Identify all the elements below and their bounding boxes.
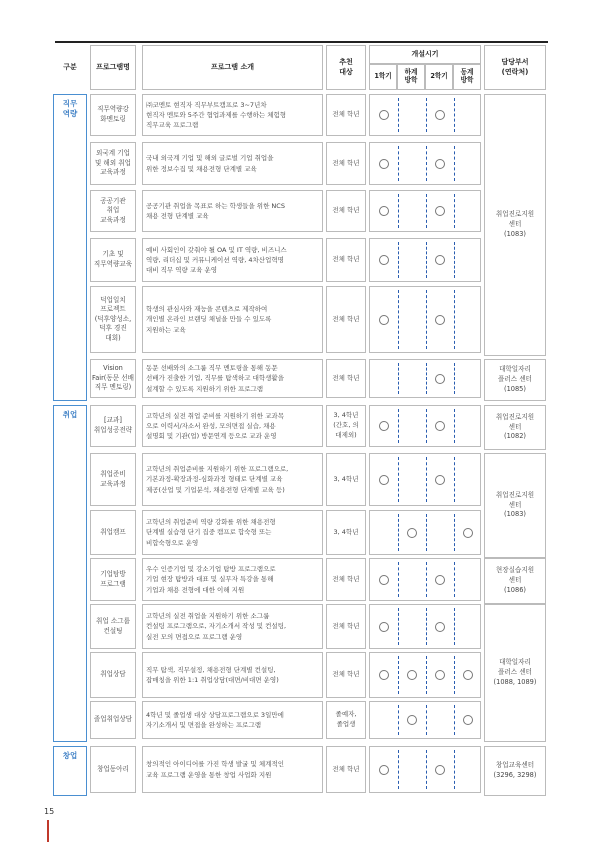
semester-divider xyxy=(398,409,399,443)
offered-circle-icon xyxy=(379,315,389,325)
offered-circle-icon xyxy=(379,255,389,265)
offered-circle-icon xyxy=(435,575,445,585)
dept-cell: 현장실습지원 센터 (1086) xyxy=(484,558,546,604)
offered-circle-icon xyxy=(463,528,473,538)
semester-divider xyxy=(454,409,455,443)
semester-divider xyxy=(426,608,427,645)
program-name-cell: 직무역량강 화멘토링 xyxy=(90,94,136,136)
program-description-cell: 창의적인 아이디어를 가진 학생 발굴 및 체계적인 교육 프로그램 운영을 통한 창업 사업화 지원 xyxy=(142,746,323,793)
semester-divider xyxy=(398,608,399,645)
header-program: 프로그램명 xyxy=(90,45,136,90)
header-intro: 프로그램 소개 xyxy=(142,45,323,90)
semester-divider xyxy=(454,290,455,349)
offered-circle-icon xyxy=(379,765,389,775)
header-winter: 동계 방학 xyxy=(453,64,481,90)
program-name-cell: [교과] 취업성공전략 xyxy=(90,405,136,447)
target-cell: 3, 4학년 (간호, 의 대제외) xyxy=(326,405,366,447)
program-description-cell: 고학년의 취업준비 역량 강화를 위한 채용전형 단계별 실습형 단기 집중 캠프로 합숙형 또는 비합숙형으로 운영 xyxy=(142,510,323,555)
semester-divider xyxy=(426,242,427,278)
semester-divider xyxy=(454,363,455,394)
header-target: 추천 대상 xyxy=(326,45,366,90)
target-cell: 전체 학년 xyxy=(326,190,366,232)
schedule-cell xyxy=(369,510,481,555)
semester-divider xyxy=(398,194,399,228)
category-employment: 취업 xyxy=(53,405,87,742)
offered-circle-icon xyxy=(407,715,417,725)
target-cell: 전체 학년 xyxy=(326,652,366,698)
semester-divider xyxy=(454,242,455,278)
program-name-cell: Vision Fair(동문 선배 직무 멘토링) xyxy=(90,359,136,398)
header-sem2: 2학기 xyxy=(425,64,453,90)
schedule-cell xyxy=(369,190,481,232)
semester-divider xyxy=(398,290,399,349)
schedule-cell xyxy=(369,94,481,136)
offered-circle-icon xyxy=(435,110,445,120)
offered-circle-icon xyxy=(463,670,473,680)
dept-cell: 취업진로지원 센터 (1082) xyxy=(484,405,546,450)
header-schedule: 개설시기 xyxy=(369,45,481,64)
dept-cell: 대학일자리 플러스 센터 (1088, 1089) xyxy=(484,604,546,742)
offered-circle-icon xyxy=(379,475,389,485)
program-description-cell: 고학년의 실전 취업을 지원하기 위한 소그룹 컨설팅 프로그램으로, 자기소개서 작성 및 컨설팅, 실전 모의 면접으로 프로그램 운영 xyxy=(142,604,323,649)
program-name-cell: 졸업취업상담 xyxy=(90,701,136,739)
semester-divider xyxy=(454,146,455,181)
program-description-cell: 4학년 및 졸업생 대상 상담프로그램으로 3일만에 자기소개서 및 면접을 완성하는 프로그램 xyxy=(142,701,323,739)
header-category: 구분 xyxy=(53,45,87,90)
table-top-rule xyxy=(55,41,548,43)
program-description-cell: 예비 사회인이 갖춰야 될 OA 및 IT 역량, 비즈니스 역량, 리더십 및 커뮤니케이션 역량, 4차산업혁명 대비 직무 역량 교육 운영 xyxy=(142,238,323,282)
semester-divider xyxy=(454,750,455,789)
program-description-cell: 우수 인증기업 및 강소기업 탐방 프로그램으로 기업 현장 탐방과 대표 및 실무자 특강을 통해 기업과 채용 전형에 대한 이해 지원 xyxy=(142,558,323,601)
semester-divider xyxy=(426,562,427,597)
schedule-cell xyxy=(369,286,481,353)
offered-circle-icon xyxy=(379,206,389,216)
offered-circle-icon xyxy=(379,622,389,632)
target-cell: 졸예자, 졸업생 xyxy=(326,701,366,739)
schedule-cell xyxy=(369,604,481,649)
semester-divider xyxy=(426,290,427,349)
target-cell: 전체 학년 xyxy=(326,359,366,398)
program-name-cell: 취업 소그룹 컨설팅 xyxy=(90,604,136,649)
offered-circle-icon xyxy=(435,159,445,169)
offered-circle-icon xyxy=(435,374,445,384)
semester-divider xyxy=(398,457,399,502)
program-name-cell: 기업탐방 프로그램 xyxy=(90,558,136,601)
target-cell: 전체 학년 xyxy=(326,286,366,353)
schedule-cell xyxy=(369,453,481,506)
offered-circle-icon xyxy=(435,421,445,431)
offered-circle-icon xyxy=(435,670,445,680)
program-name-cell: 창업동아리 xyxy=(90,746,136,793)
schedule-cell xyxy=(369,405,481,447)
page-accent-bar xyxy=(47,820,49,842)
offered-circle-icon xyxy=(379,110,389,120)
offered-circle-icon xyxy=(463,715,473,725)
header-summer: 하계 방학 xyxy=(397,64,425,90)
semester-divider xyxy=(426,514,427,551)
semester-divider xyxy=(426,457,427,502)
offered-circle-icon xyxy=(435,315,445,325)
schedule-cell xyxy=(369,238,481,282)
semester-divider xyxy=(454,194,455,228)
semester-divider xyxy=(398,98,399,132)
semester-divider xyxy=(426,750,427,789)
semester-divider xyxy=(426,656,427,694)
semester-divider xyxy=(426,146,427,181)
semester-divider xyxy=(398,562,399,597)
category-job-competency: 직무 역량 xyxy=(53,94,87,401)
schedule-cell xyxy=(369,746,481,793)
semester-divider xyxy=(398,242,399,278)
offered-circle-icon xyxy=(379,670,389,680)
semester-divider xyxy=(398,363,399,394)
program-name-cell: 취업상담 xyxy=(90,652,136,698)
offered-circle-icon xyxy=(407,670,417,680)
offered-circle-icon xyxy=(379,421,389,431)
target-cell: 전체 학년 xyxy=(326,94,366,136)
program-description-cell: 고학년의 취업준비를 지원하기 위한 프로그램으로, 기본과정-확장과정-심화과정 형태로 단계별 교육 제공(산업 및 기업분석, 채용전형 단계별 교육 등) xyxy=(142,453,323,506)
program-description-cell: 직무 탐색, 직무설정, 채용전형 단계별 컨설팅, 잡매칭을 위한 1:1 취업상담(대면/비대면 운영) xyxy=(142,652,323,698)
program-name-cell: 기초 및 직무역량교육 xyxy=(90,238,136,282)
target-cell: 전체 학년 xyxy=(326,142,366,185)
semester-divider xyxy=(398,146,399,181)
program-description-cell: 국내 외국계 기업 및 해외 글로벌 기업 취업을 위한 정보수집 및 채용전형 단계별 교육 xyxy=(142,142,323,185)
schedule-cell xyxy=(369,652,481,698)
semester-divider xyxy=(454,514,455,551)
semester-divider xyxy=(454,656,455,694)
semester-divider xyxy=(454,608,455,645)
semester-divider xyxy=(426,409,427,443)
offered-circle-icon xyxy=(379,159,389,169)
offered-circle-icon xyxy=(435,765,445,775)
target-cell: 전체 학년 xyxy=(326,746,366,793)
schedule-cell xyxy=(369,701,481,739)
dept-cell: 대학일자리 플러스 센터 (1085) xyxy=(484,359,546,401)
target-cell: 전체 학년 xyxy=(326,558,366,601)
semester-divider xyxy=(454,98,455,132)
schedule-cell xyxy=(369,142,481,185)
semester-divider xyxy=(454,562,455,597)
offered-circle-icon xyxy=(435,475,445,485)
semester-divider xyxy=(426,98,427,132)
semester-divider xyxy=(398,656,399,694)
program-name-cell: 취업캠프 xyxy=(90,510,136,555)
header-dept: 담당부서 (연락처) xyxy=(484,45,546,90)
offered-circle-icon xyxy=(435,622,445,632)
dept-cell: 창업교육센터 (3296, 3298) xyxy=(484,746,546,796)
target-cell: 3, 4학년 xyxy=(326,510,366,555)
semester-divider xyxy=(398,750,399,789)
offered-circle-icon xyxy=(435,255,445,265)
program-description-cell: ㈜코멘토 현직자 직무부트캠프로 3~7년차 현직자 멘토와 5주간 협업과제를 수행하는 체험형 직무교육 프로그램 xyxy=(142,94,323,136)
schedule-cell xyxy=(369,558,481,601)
offered-circle-icon xyxy=(379,575,389,585)
semester-divider xyxy=(398,514,399,551)
schedule-cell xyxy=(369,359,481,398)
semester-divider xyxy=(398,705,399,735)
dept-cell: 취업진로지원 센터 (1083) xyxy=(484,453,546,558)
target-cell: 전체 학년 xyxy=(326,238,366,282)
program-name-cell: 외국계 기업 및 해외 취업 교육과정 xyxy=(90,142,136,185)
target-cell: 전체 학년 xyxy=(326,604,366,649)
semester-divider xyxy=(454,457,455,502)
semester-divider xyxy=(426,705,427,735)
offered-circle-icon xyxy=(407,528,417,538)
semester-divider xyxy=(426,194,427,228)
program-name-cell: 공공기관 취업 교육과정 xyxy=(90,190,136,232)
semester-divider xyxy=(454,705,455,735)
program-description-cell: 학생의 관심사와 재능을 콘텐츠로 제작하여 개인별 온라인 브랜딩 채널을 만들 수 있도록 지원하는 교육 xyxy=(142,286,323,353)
semester-divider xyxy=(426,363,427,394)
program-description-cell: 동문 선배와의 소그룹 직무 멘토링을 통해 동문 선배가 진출한 기업, 직무를 탐색하고 대학생활을 설계할 수 있도록 지원하기 위한 프로그램 xyxy=(142,359,323,398)
header-sem1: 1학기 xyxy=(369,64,397,90)
program-description-cell: 고학년의 실전 취업 준비를 지원하기 위한 교과목 으로 이력서/자소서 완성, 모의면접 실습, 채용 설명회 및 기관(업) 방문연계 등으로 교과 운영 xyxy=(142,405,323,447)
program-name-cell: 취업준비 교육과정 xyxy=(90,453,136,506)
program-name-cell: 덕업일치 프로젝트 (덕후양성소, 덕후 경진 대회) xyxy=(90,286,136,353)
dept-cell: 취업진로지원 센터 (1083) xyxy=(484,94,546,356)
page-number: 15 xyxy=(44,807,55,816)
category-startup: 창업 xyxy=(53,746,87,796)
program-description-cell: 공공기관 취업을 목표로 하는 학생들을 위한 NCS 채용 전형 단계별 교육 xyxy=(142,190,323,232)
target-cell: 3, 4학년 xyxy=(326,453,366,506)
offered-circle-icon xyxy=(435,206,445,216)
